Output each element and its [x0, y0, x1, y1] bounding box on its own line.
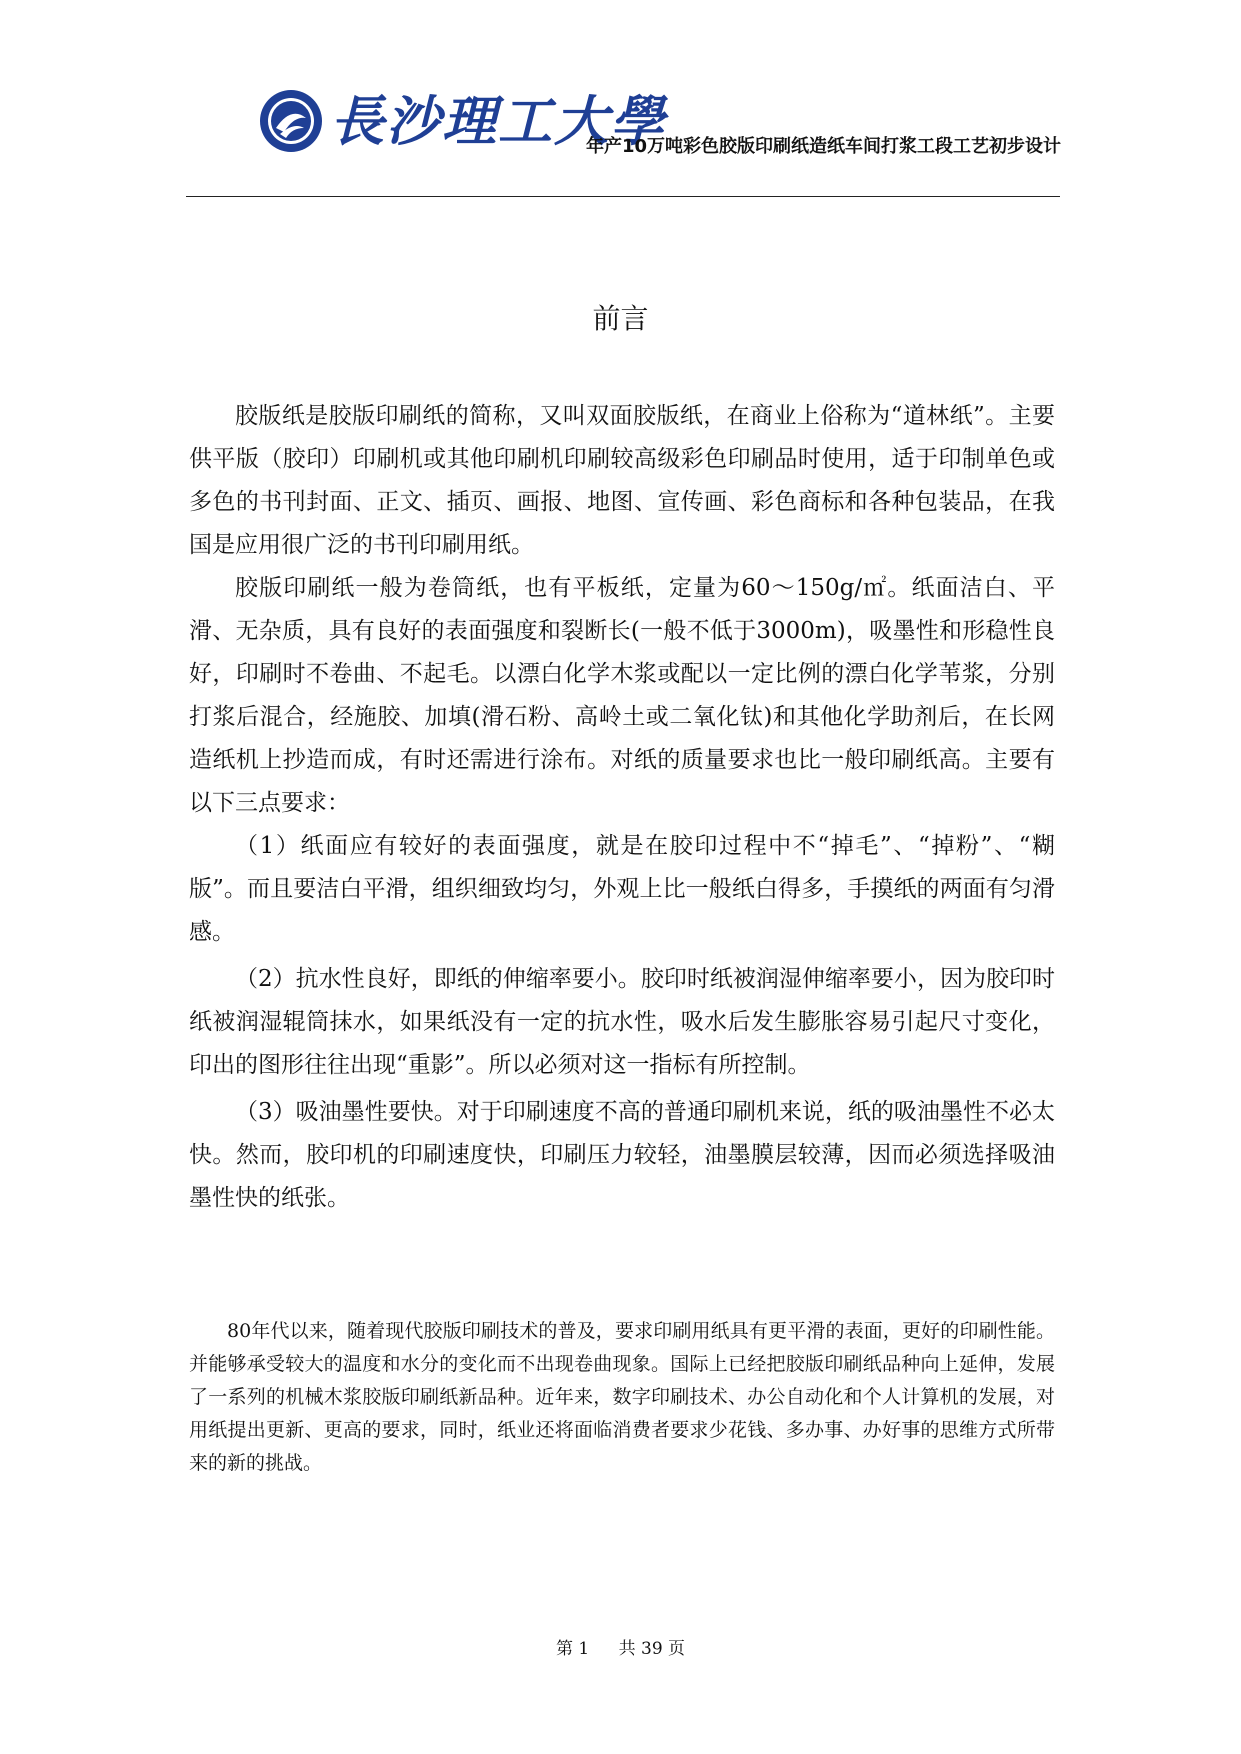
- header-divider: [186, 196, 1060, 197]
- body-text-closing: [189, 1315, 1055, 1480]
- university-logo-text: 長沙理工大學: [330, 89, 666, 153]
- paragraph-development: 80年代以来，随着现代胶版印刷技术的普及，要求印刷用纸具有更平滑的表面，更好的印刷性能。并能够承受较大的温度和水分的变化而不出现卷曲现象。国际上已经把胶版印刷纸品种向上延伸，发展了一系列的机械木浆胶版印刷纸新品种。近年来，数字印刷技术、办公自动化和个人计算机的发展，对用纸提出更新、更高的要求，同时，纸业还将面临消费者要求少花钱、多办事、办好事的思维方式所带来的新的挑战。: [189, 1320, 1055, 1474]
- paragraph-requirement-2: （2）抗水性良好，即纸的伸缩率要小。胶印时纸被润湿伸缩率要小，因为胶印时纸被润湿辊筒抹水，如果纸没有一定的抗水性，吸水后发生膨胀容易引起尺寸变化，印出的图形往往出现“重影”。所以必须对这一指标有所控制。: [189, 966, 1055, 1078]
- header-title: 年产10万吨彩色胶版印刷纸造纸车间打浆工段工艺初步设计: [585, 136, 1061, 157]
- page-number: 第 1: [555, 1639, 590, 1659]
- university-seal-icon: [258, 88, 324, 154]
- paragraph-intro: 胶版纸是胶版印刷纸的简称，又叫双面胶版纸，在商业上俗称为“道林纸”。主要供平版（胶印）印刷机或其他印刷机印刷较高级彩色印刷品时使用，适于印制单色或多色的书刊封面、正文、插页、画报、地图、宣传画、彩色商标和各种包装品，在我国是应用很广泛的书刊印刷用纸。: [189, 403, 1055, 558]
- page-footer: [0, 1634, 1241, 1659]
- paragraph-requirement-1: （1）纸面应有较好的表面强度，就是在胶印过程中不“掉毛”、“掉粉”、“糊版”。而且要洁白平滑，组织细致均匀，外观上比一般纸白得多，手摸纸的两面有匀滑感。: [189, 833, 1055, 945]
- page-total: 共 39 页: [618, 1639, 686, 1659]
- page-title: 前言: [592, 301, 649, 335]
- body-text-main: [189, 395, 1055, 1220]
- paragraph-properties: 胶版印刷纸一般为卷筒纸，也有平板纸，定量为60～150g/㎡。纸面洁白、平滑、无杂质，具有良好的表面强度和裂断长(一般不低于3000m)，吸墨性和形稳性良好，印刷时不卷曲、不起毛。以漂白化学木浆或配以一定比例的漂白化学苇浆，分别打浆后混合，经施胶、加填(滑石粉、高岭土或二氧化钛)和其他化学助剂后，在长网造纸机上抄造而成，有时还需进行涂布。对纸的质量要求也比一般印刷纸高。主要有以下三点要求：: [189, 575, 1055, 816]
- page-header: [0, 0, 1241, 200]
- paragraph-requirement-3: （3）吸油墨性要快。对于印刷速度不高的普通印刷机来说，纸的吸油墨性不必太快。然而，胶印机的印刷速度快，印刷压力较轻，油墨膜层较薄，因而必须选择吸油墨性快的纸张。: [189, 1099, 1055, 1211]
